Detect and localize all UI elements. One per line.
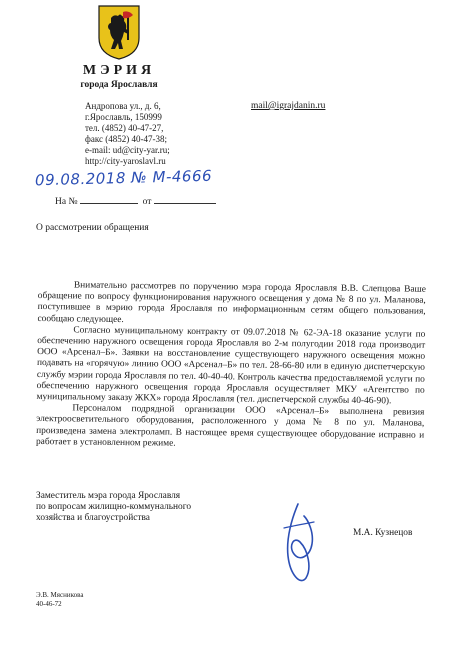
address-line: Андропова ул., д. 6, xyxy=(85,101,161,111)
reference-date-label: от xyxy=(142,197,152,207)
website-line: http://city-yaroslavl.ru xyxy=(85,156,166,166)
reference-date-blank xyxy=(154,195,216,204)
signer-position xyxy=(36,491,191,525)
reference-line xyxy=(55,195,216,207)
signer-name: М.А. Кузнецов xyxy=(353,528,413,538)
body-paragraph: Внимательно рассмотрев по поручению мэра города Ярославля В.В. Слепцова Ваше обращение по вопросу функционирования наружного освещения у дома № 8 по ул. Маланова, поступившее в мэрию города Ярославля по информационным сетям общего пользования, сообщаю следующее. xyxy=(37,280,426,325)
signer-position-line: по вопросам жилищно-коммунального xyxy=(36,502,192,513)
fax-line: факс (4852) 40-47-38; xyxy=(85,134,167,144)
recipient-email: mail@igrajdanin.ru xyxy=(251,101,326,111)
handwritten-signature xyxy=(278,498,320,590)
reference-number-blank xyxy=(80,195,138,204)
body-paragraph: Персоналом подрядной организации ООО «Арсенал–Б» выполнена ревизия электроосветительного оборудования, расположенного у дома № 8 по ул. Маланова, произведена замена электроламп. В настоящее время существующее оборудование исправно и работает в установленном режиме. xyxy=(35,403,425,449)
org-address-block xyxy=(85,101,170,167)
executor-phone: 40-46-72 xyxy=(36,600,62,608)
reference-number-label: На № xyxy=(55,197,78,207)
email-line: e-mail: ud@city-yar.ru; xyxy=(85,145,170,155)
executor-name: Э.В. Мясникова xyxy=(36,591,84,599)
signer-position-line: хозяйства и благоустройства xyxy=(36,513,150,524)
letter-body xyxy=(36,280,426,453)
signer-position-line: Заместитель мэра города Ярославля xyxy=(36,491,181,501)
org-subtitle: города Ярославля xyxy=(80,80,158,90)
handwritten-registration: 09.08.2018 № М-4666 xyxy=(34,166,213,190)
yaroslavl-coat-of-arms-icon xyxy=(97,4,141,60)
executor-block xyxy=(36,591,83,609)
phone-line: тел. (4852) 40-47-27, xyxy=(85,123,164,133)
letter-subject: О рассмотрении обращения xyxy=(36,223,149,233)
org-title: МЭРИЯ xyxy=(82,63,156,78)
body-paragraph: Согласно муниципальному контракту от 09.07.2018 № 62-ЭА-18 оказание услуги по обеспечению наружного освещения города Ярославля во 2-м полугодии 2018 года производит ООО «Арсенал–Б». Заявки на восстановление существующего наружного освещения можно подавать на «горячую» линию ООО «Арсенал–Б» по тел. 28-66-80 или в единую диспетчерскую службу мэрии города Ярославля по тел. 40-40-40. Контроль качества предоставляемой услуги по обеспечению наружного освещения города Ярославля осуществляет МКУ «Агентство по муниципальному заказу ЖКХ» города Ярославля (тел. диспетчерской службы 40-46-90). xyxy=(36,325,426,407)
address-line: г.Ярославль, 150999 xyxy=(85,112,162,122)
